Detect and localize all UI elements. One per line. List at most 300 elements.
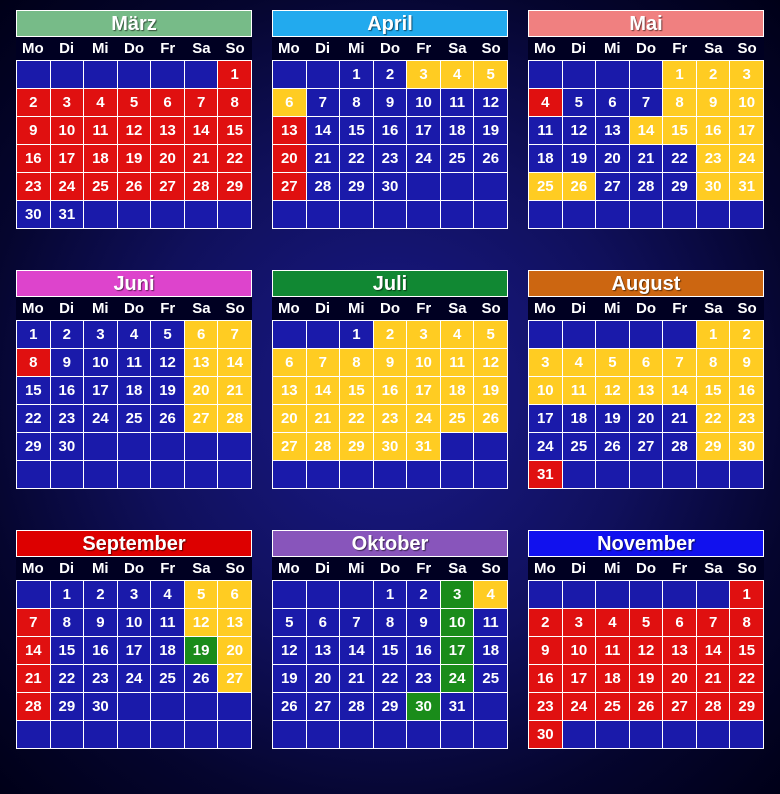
day-cell[interactable]: 17 bbox=[407, 377, 440, 404]
day-cell[interactable]: 9 bbox=[529, 637, 562, 664]
day-cell[interactable]: 9 bbox=[374, 349, 407, 376]
day-cell[interactable]: 18 bbox=[529, 145, 562, 172]
day-cell[interactable]: 4 bbox=[118, 321, 151, 348]
day-cell[interactable]: 2 bbox=[374, 61, 407, 88]
day-cell[interactable]: 7 bbox=[17, 609, 50, 636]
day-cell[interactable]: 17 bbox=[84, 377, 117, 404]
day-cell[interactable]: 12 bbox=[151, 349, 184, 376]
day-cell[interactable]: 8 bbox=[730, 609, 763, 636]
weekday-header-so: So bbox=[218, 297, 252, 320]
day-cell[interactable]: 26 bbox=[118, 173, 151, 200]
day-cell[interactable]: 9 bbox=[697, 89, 730, 116]
day-cell[interactable]: 14 bbox=[340, 637, 373, 664]
day-cell[interactable]: 25 bbox=[596, 693, 629, 720]
day-cell[interactable]: 17 bbox=[563, 665, 596, 692]
day-cell[interactable]: 12 bbox=[474, 349, 507, 376]
day-cell[interactable]: 3 bbox=[407, 321, 440, 348]
weekday-header-mo: Mo bbox=[528, 297, 562, 320]
day-cell[interactable]: 10 bbox=[730, 89, 763, 116]
day-cell[interactable]: 14 bbox=[307, 117, 340, 144]
day-cell[interactable]: 18 bbox=[474, 637, 507, 664]
day-cell[interactable]: 6 bbox=[273, 89, 306, 116]
weekday-header-sa: Sa bbox=[185, 37, 219, 60]
day-cell[interactable]: 21 bbox=[340, 665, 373, 692]
day-cell[interactable]: 24 bbox=[563, 693, 596, 720]
day-cell[interactable]: 18 bbox=[151, 637, 184, 664]
day-cell[interactable]: 27 bbox=[596, 173, 629, 200]
day-cell[interactable]: 28 bbox=[340, 693, 373, 720]
day-cell[interactable]: 21 bbox=[17, 665, 50, 692]
day-cell[interactable]: 25 bbox=[118, 405, 151, 432]
day-cell[interactable]: 31 bbox=[51, 201, 84, 228]
day-cell[interactable]: 1 bbox=[340, 321, 373, 348]
day-cell[interactable]: 5 bbox=[118, 89, 151, 116]
day-cell[interactable]: 27 bbox=[273, 173, 306, 200]
weekday-header-di: Di bbox=[306, 37, 340, 60]
day-cell-empty bbox=[273, 201, 306, 228]
day-cell[interactable]: 22 bbox=[374, 665, 407, 692]
day-cell[interactable]: 6 bbox=[663, 609, 696, 636]
day-cell[interactable]: 10 bbox=[563, 637, 596, 664]
day-cell[interactable]: 26 bbox=[273, 693, 306, 720]
day-cell-empty bbox=[596, 321, 629, 348]
day-cell[interactable]: 14 bbox=[697, 637, 730, 664]
day-cell-empty bbox=[118, 61, 151, 88]
day-cell[interactable]: 19 bbox=[273, 665, 306, 692]
day-cell[interactable]: 1 bbox=[218, 61, 251, 88]
day-cell[interactable]: 6 bbox=[151, 89, 184, 116]
day-cell[interactable]: 12 bbox=[563, 117, 596, 144]
day-cell[interactable]: 5 bbox=[630, 609, 663, 636]
day-cell[interactable]: 17 bbox=[118, 637, 151, 664]
day-cell-empty bbox=[596, 461, 629, 488]
day-cell[interactable]: 2 bbox=[697, 61, 730, 88]
day-cell[interactable]: 4 bbox=[151, 581, 184, 608]
day-cell[interactable]: 1 bbox=[374, 581, 407, 608]
day-cell[interactable]: 24 bbox=[529, 433, 562, 460]
day-cell[interactable]: 13 bbox=[273, 117, 306, 144]
day-cell[interactable]: 23 bbox=[730, 405, 763, 432]
day-cell[interactable]: 7 bbox=[630, 89, 663, 116]
day-cell[interactable]: 19 bbox=[151, 377, 184, 404]
day-cell[interactable]: 7 bbox=[185, 89, 218, 116]
day-cell-empty bbox=[218, 693, 251, 720]
day-cell[interactable]: 19 bbox=[563, 145, 596, 172]
day-cell[interactable]: 3 bbox=[51, 89, 84, 116]
day-cell[interactable]: 7 bbox=[307, 349, 340, 376]
day-cell[interactable]: 18 bbox=[563, 405, 596, 432]
day-cell[interactable]: 25 bbox=[151, 665, 184, 692]
day-cell[interactable]: 15 bbox=[663, 117, 696, 144]
day-cell-empty bbox=[630, 321, 663, 348]
day-cell[interactable]: 4 bbox=[441, 321, 474, 348]
day-cell[interactable]: 14 bbox=[630, 117, 663, 144]
day-cell[interactable]: 13 bbox=[273, 377, 306, 404]
day-cell[interactable]: 14 bbox=[17, 637, 50, 664]
day-cell[interactable]: 31 bbox=[730, 173, 763, 200]
day-cell[interactable]: 30 bbox=[51, 433, 84, 460]
day-cell[interactable]: 1 bbox=[697, 321, 730, 348]
month-august bbox=[528, 270, 764, 530]
day-cell[interactable]: 13 bbox=[151, 117, 184, 144]
day-cell[interactable]: 6 bbox=[185, 321, 218, 348]
day-cell[interactable]: 19 bbox=[118, 145, 151, 172]
day-cell-empty bbox=[151, 693, 184, 720]
day-cell[interactable]: 28 bbox=[17, 693, 50, 720]
day-cell[interactable]: 15 bbox=[730, 637, 763, 664]
day-cell[interactable]: 11 bbox=[441, 89, 474, 116]
day-cell[interactable]: 20 bbox=[273, 145, 306, 172]
day-cell[interactable]: 19 bbox=[630, 665, 663, 692]
day-cell[interactable]: 12 bbox=[596, 377, 629, 404]
month-oktober bbox=[272, 530, 508, 790]
day-cell[interactable]: 20 bbox=[307, 665, 340, 692]
day-cell[interactable]: 10 bbox=[51, 117, 84, 144]
day-cell[interactable]: 23 bbox=[697, 145, 730, 172]
day-cell[interactable]: 5 bbox=[273, 609, 306, 636]
day-cell[interactable]: 18 bbox=[84, 145, 117, 172]
day-cell[interactable]: 23 bbox=[51, 405, 84, 432]
day-cell[interactable]: 11 bbox=[596, 637, 629, 664]
day-cell[interactable]: 23 bbox=[374, 145, 407, 172]
weekday-header-di: Di bbox=[50, 297, 84, 320]
day-cell[interactable]: 25 bbox=[441, 145, 474, 172]
day-cell[interactable]: 3 bbox=[563, 609, 596, 636]
day-cell[interactable]: 29 bbox=[340, 173, 373, 200]
day-cell[interactable]: 6 bbox=[630, 349, 663, 376]
day-cell[interactable]: 13 bbox=[218, 609, 251, 636]
day-cell[interactable]: 8 bbox=[218, 89, 251, 116]
day-cell[interactable]: 24 bbox=[407, 145, 440, 172]
day-cell[interactable]: 3 bbox=[730, 61, 763, 88]
day-cell[interactable]: 29 bbox=[51, 693, 84, 720]
day-cell[interactable]: 29 bbox=[374, 693, 407, 720]
day-cell[interactable]: 20 bbox=[596, 145, 629, 172]
month-title: Mai bbox=[528, 10, 764, 37]
day-cell[interactable]: 18 bbox=[596, 665, 629, 692]
day-cell[interactable]: 2 bbox=[51, 321, 84, 348]
day-cell[interactable]: 10 bbox=[407, 89, 440, 116]
day-cell[interactable]: 16 bbox=[529, 665, 562, 692]
day-cell[interactable]: 5 bbox=[474, 61, 507, 88]
day-cell[interactable]: 20 bbox=[663, 665, 696, 692]
day-cell[interactable]: 11 bbox=[151, 609, 184, 636]
day-cell[interactable]: 5 bbox=[151, 321, 184, 348]
day-cell[interactable]: 23 bbox=[84, 665, 117, 692]
day-cell[interactable]: 1 bbox=[730, 581, 763, 608]
day-cell[interactable]: 19 bbox=[474, 117, 507, 144]
day-cell[interactable]: 7 bbox=[307, 89, 340, 116]
day-cell[interactable]: 2 bbox=[529, 609, 562, 636]
day-cell[interactable]: 22 bbox=[340, 145, 373, 172]
day-cell[interactable]: 23 bbox=[17, 173, 50, 200]
day-cell[interactable]: 27 bbox=[630, 433, 663, 460]
day-cell[interactable]: 26 bbox=[474, 405, 507, 432]
day-cell[interactable]: 22 bbox=[730, 665, 763, 692]
day-cell[interactable]: 30 bbox=[374, 433, 407, 460]
day-cell[interactable]: 23 bbox=[374, 405, 407, 432]
day-cell[interactable]: 14 bbox=[663, 377, 696, 404]
day-cell[interactable]: 28 bbox=[185, 173, 218, 200]
day-cell[interactable]: 14 bbox=[307, 377, 340, 404]
day-cell[interactable]: 26 bbox=[185, 665, 218, 692]
day-cell[interactable]: 30 bbox=[697, 173, 730, 200]
day-cell[interactable]: 4 bbox=[441, 61, 474, 88]
weekday-header-row bbox=[528, 557, 764, 580]
day-cell[interactable]: 21 bbox=[185, 145, 218, 172]
day-cell[interactable]: 13 bbox=[307, 637, 340, 664]
day-cell[interactable]: 21 bbox=[697, 665, 730, 692]
day-cell[interactable]: 15 bbox=[697, 377, 730, 404]
day-cell[interactable]: 3 bbox=[407, 61, 440, 88]
day-cell[interactable]: 2 bbox=[730, 321, 763, 348]
day-cell[interactable]: 10 bbox=[84, 349, 117, 376]
day-cell[interactable]: 22 bbox=[17, 405, 50, 432]
day-cell[interactable]: 2 bbox=[17, 89, 50, 116]
day-cell[interactable]: 30 bbox=[84, 693, 117, 720]
day-cell[interactable]: 21 bbox=[663, 405, 696, 432]
day-cell[interactable]: 28 bbox=[307, 173, 340, 200]
day-cell[interactable]: 17 bbox=[730, 117, 763, 144]
day-cell[interactable]: 26 bbox=[151, 405, 184, 432]
day-cell[interactable]: 20 bbox=[218, 637, 251, 664]
day-cell[interactable]: 28 bbox=[630, 173, 663, 200]
day-cell[interactable]: 27 bbox=[185, 405, 218, 432]
day-cell[interactable]: 15 bbox=[340, 377, 373, 404]
day-cell[interactable]: 6 bbox=[307, 609, 340, 636]
day-cell[interactable]: 20 bbox=[151, 145, 184, 172]
day-cell[interactable]: 29 bbox=[697, 433, 730, 460]
day-cell[interactable]: 25 bbox=[441, 405, 474, 432]
day-cell[interactable]: 9 bbox=[17, 117, 50, 144]
day-cell[interactable]: 19 bbox=[474, 377, 507, 404]
day-cell[interactable]: 4 bbox=[474, 581, 507, 608]
day-cell[interactable]: 29 bbox=[663, 173, 696, 200]
day-cell[interactable]: 11 bbox=[84, 117, 117, 144]
day-cell[interactable]: 14 bbox=[185, 117, 218, 144]
day-cell-empty bbox=[596, 201, 629, 228]
day-cell[interactable]: 22 bbox=[340, 405, 373, 432]
day-cell[interactable]: 21 bbox=[630, 145, 663, 172]
day-cell[interactable]: 17 bbox=[441, 637, 474, 664]
day-cell[interactable]: 23 bbox=[529, 693, 562, 720]
day-cell[interactable]: 12 bbox=[118, 117, 151, 144]
day-cell-empty bbox=[596, 61, 629, 88]
day-cell[interactable]: 8 bbox=[663, 89, 696, 116]
day-cell[interactable]: 4 bbox=[84, 89, 117, 116]
day-cell[interactable]: 11 bbox=[529, 117, 562, 144]
day-cell[interactable]: 24 bbox=[51, 173, 84, 200]
day-cell-empty bbox=[697, 721, 730, 748]
day-cell[interactable]: 5 bbox=[474, 321, 507, 348]
day-cell[interactable]: 8 bbox=[697, 349, 730, 376]
day-cell[interactable]: 8 bbox=[51, 609, 84, 636]
day-cell[interactable]: 13 bbox=[630, 377, 663, 404]
day-cell[interactable]: 30 bbox=[17, 201, 50, 228]
day-cell[interactable]: 2 bbox=[407, 581, 440, 608]
day-cell[interactable]: 2 bbox=[374, 321, 407, 348]
day-cell[interactable]: 20 bbox=[185, 377, 218, 404]
day-cell[interactable]: 19 bbox=[185, 637, 218, 664]
day-cell[interactable]: 18 bbox=[441, 377, 474, 404]
day-cell[interactable]: 12 bbox=[474, 89, 507, 116]
day-cell[interactable]: 16 bbox=[374, 117, 407, 144]
day-cell[interactable]: 18 bbox=[118, 377, 151, 404]
day-cell[interactable]: 7 bbox=[340, 609, 373, 636]
day-cell[interactable]: 17 bbox=[51, 145, 84, 172]
day-cell[interactable]: 24 bbox=[407, 405, 440, 432]
day-cell[interactable]: 7 bbox=[663, 349, 696, 376]
day-cell[interactable]: 31 bbox=[441, 693, 474, 720]
day-cell-empty bbox=[441, 433, 474, 460]
day-cell[interactable]: 9 bbox=[51, 349, 84, 376]
day-cell[interactable]: 10 bbox=[407, 349, 440, 376]
day-cell[interactable]: 5 bbox=[596, 349, 629, 376]
day-cell[interactable]: 21 bbox=[307, 145, 340, 172]
day-cell[interactable]: 3 bbox=[84, 321, 117, 348]
day-cell[interactable]: 21 bbox=[218, 377, 251, 404]
day-cell[interactable]: 27 bbox=[273, 433, 306, 460]
day-cell[interactable]: 4 bbox=[596, 609, 629, 636]
day-cell[interactable]: 11 bbox=[441, 349, 474, 376]
day-cell[interactable]: 25 bbox=[529, 173, 562, 200]
day-cell[interactable]: 28 bbox=[697, 693, 730, 720]
day-cell[interactable]: 24 bbox=[118, 665, 151, 692]
day-cell[interactable]: 10 bbox=[441, 609, 474, 636]
day-cell[interactable]: 29 bbox=[218, 173, 251, 200]
day-cell[interactable]: 25 bbox=[84, 173, 117, 200]
day-cell[interactable]: 3 bbox=[441, 581, 474, 608]
day-cell[interactable]: 13 bbox=[663, 637, 696, 664]
day-cell[interactable]: 28 bbox=[218, 405, 251, 432]
day-cell[interactable]: 28 bbox=[663, 433, 696, 460]
day-cell[interactable]: 29 bbox=[17, 433, 50, 460]
day-cell[interactable]: 31 bbox=[529, 461, 562, 488]
day-cell-empty bbox=[630, 581, 663, 608]
day-cell[interactable]: 15 bbox=[340, 117, 373, 144]
day-cell[interactable]: 8 bbox=[340, 349, 373, 376]
day-cell[interactable]: 27 bbox=[151, 173, 184, 200]
day-cell[interactable]: 10 bbox=[529, 377, 562, 404]
day-cell-empty bbox=[474, 721, 507, 748]
day-cell[interactable]: 21 bbox=[307, 405, 340, 432]
day-cell[interactable]: 6 bbox=[273, 349, 306, 376]
day-cell[interactable]: 22 bbox=[218, 145, 251, 172]
day-cell[interactable]: 30 bbox=[730, 433, 763, 460]
day-cell[interactable]: 7 bbox=[697, 609, 730, 636]
day-cell[interactable]: 27 bbox=[663, 693, 696, 720]
day-cell[interactable]: 8 bbox=[340, 89, 373, 116]
day-cell[interactable]: 9 bbox=[730, 349, 763, 376]
day-cell-empty bbox=[596, 721, 629, 748]
day-cell[interactable]: 14 bbox=[218, 349, 251, 376]
day-cell[interactable]: 19 bbox=[596, 405, 629, 432]
day-cell[interactable]: 11 bbox=[474, 609, 507, 636]
day-cell[interactable]: 4 bbox=[529, 89, 562, 116]
day-cell[interactable]: 5 bbox=[185, 581, 218, 608]
day-cell[interactable]: 9 bbox=[374, 89, 407, 116]
day-cell[interactable]: 6 bbox=[218, 581, 251, 608]
day-cell[interactable]: 11 bbox=[118, 349, 151, 376]
day-cell[interactable]: 1 bbox=[51, 581, 84, 608]
day-cell[interactable]: 24 bbox=[730, 145, 763, 172]
day-cell[interactable]: 12 bbox=[185, 609, 218, 636]
day-cell[interactable]: 30 bbox=[407, 693, 440, 720]
day-cell[interactable]: 26 bbox=[474, 145, 507, 172]
day-cell[interactable]: 9 bbox=[407, 609, 440, 636]
day-cell[interactable]: 4 bbox=[563, 349, 596, 376]
day-cell[interactable]: 13 bbox=[596, 117, 629, 144]
day-cell[interactable]: 22 bbox=[663, 145, 696, 172]
day-cell[interactable]: 16 bbox=[51, 377, 84, 404]
day-cell[interactable]: 16 bbox=[730, 377, 763, 404]
day-cell[interactable]: 24 bbox=[441, 665, 474, 692]
day-cell[interactable]: 27 bbox=[307, 693, 340, 720]
day-cell[interactable]: 20 bbox=[273, 405, 306, 432]
day-cell[interactable]: 12 bbox=[273, 637, 306, 664]
day-cell[interactable]: 10 bbox=[118, 609, 151, 636]
day-cell-empty bbox=[118, 721, 151, 748]
day-cell[interactable]: 31 bbox=[407, 433, 440, 460]
day-cell[interactable]: 2 bbox=[84, 581, 117, 608]
day-cell[interactable]: 5 bbox=[563, 89, 596, 116]
day-cell[interactable]: 7 bbox=[218, 321, 251, 348]
day-cell[interactable]: 15 bbox=[374, 637, 407, 664]
day-cell[interactable]: 17 bbox=[407, 117, 440, 144]
day-cell[interactable]: 30 bbox=[529, 721, 562, 748]
day-cell[interactable]: 8 bbox=[374, 609, 407, 636]
day-cell[interactable]: 13 bbox=[185, 349, 218, 376]
day-cell[interactable]: 16 bbox=[407, 637, 440, 664]
day-cell[interactable]: 8 bbox=[17, 349, 50, 376]
month-title: Juni bbox=[16, 270, 252, 297]
day-cell[interactable]: 16 bbox=[17, 145, 50, 172]
day-cell[interactable]: 1 bbox=[663, 61, 696, 88]
day-cell[interactable]: 16 bbox=[374, 377, 407, 404]
day-cell[interactable]: 9 bbox=[84, 609, 117, 636]
day-cell[interactable]: 1 bbox=[340, 61, 373, 88]
day-cell[interactable]: 26 bbox=[630, 693, 663, 720]
day-cell[interactable]: 11 bbox=[563, 377, 596, 404]
day-cell[interactable]: 29 bbox=[730, 693, 763, 720]
day-cell[interactable]: 27 bbox=[218, 665, 251, 692]
day-cell[interactable]: 17 bbox=[529, 405, 562, 432]
day-cell[interactable]: 24 bbox=[84, 405, 117, 432]
day-cell[interactable]: 25 bbox=[474, 665, 507, 692]
day-cell[interactable]: 3 bbox=[118, 581, 151, 608]
day-cell[interactable]: 23 bbox=[407, 665, 440, 692]
day-cell[interactable]: 6 bbox=[596, 89, 629, 116]
day-cell[interactable]: 3 bbox=[529, 349, 562, 376]
day-cell[interactable]: 22 bbox=[51, 665, 84, 692]
day-cell[interactable]: 30 bbox=[374, 173, 407, 200]
day-cell[interactable]: 12 bbox=[630, 637, 663, 664]
day-cell[interactable]: 15 bbox=[17, 377, 50, 404]
day-cell[interactable]: 26 bbox=[596, 433, 629, 460]
day-cell[interactable]: 16 bbox=[84, 637, 117, 664]
day-cell[interactable]: 16 bbox=[697, 117, 730, 144]
day-cell[interactable]: 26 bbox=[563, 173, 596, 200]
day-cell[interactable]: 18 bbox=[441, 117, 474, 144]
day-cell[interactable]: 22 bbox=[697, 405, 730, 432]
day-cell[interactable]: 1 bbox=[17, 321, 50, 348]
day-cell[interactable]: 20 bbox=[630, 405, 663, 432]
day-cell[interactable]: 15 bbox=[218, 117, 251, 144]
day-cell[interactable]: 15 bbox=[51, 637, 84, 664]
day-cell[interactable]: 25 bbox=[563, 433, 596, 460]
day-cell[interactable]: 29 bbox=[340, 433, 373, 460]
day-cell[interactable]: 28 bbox=[307, 433, 340, 460]
